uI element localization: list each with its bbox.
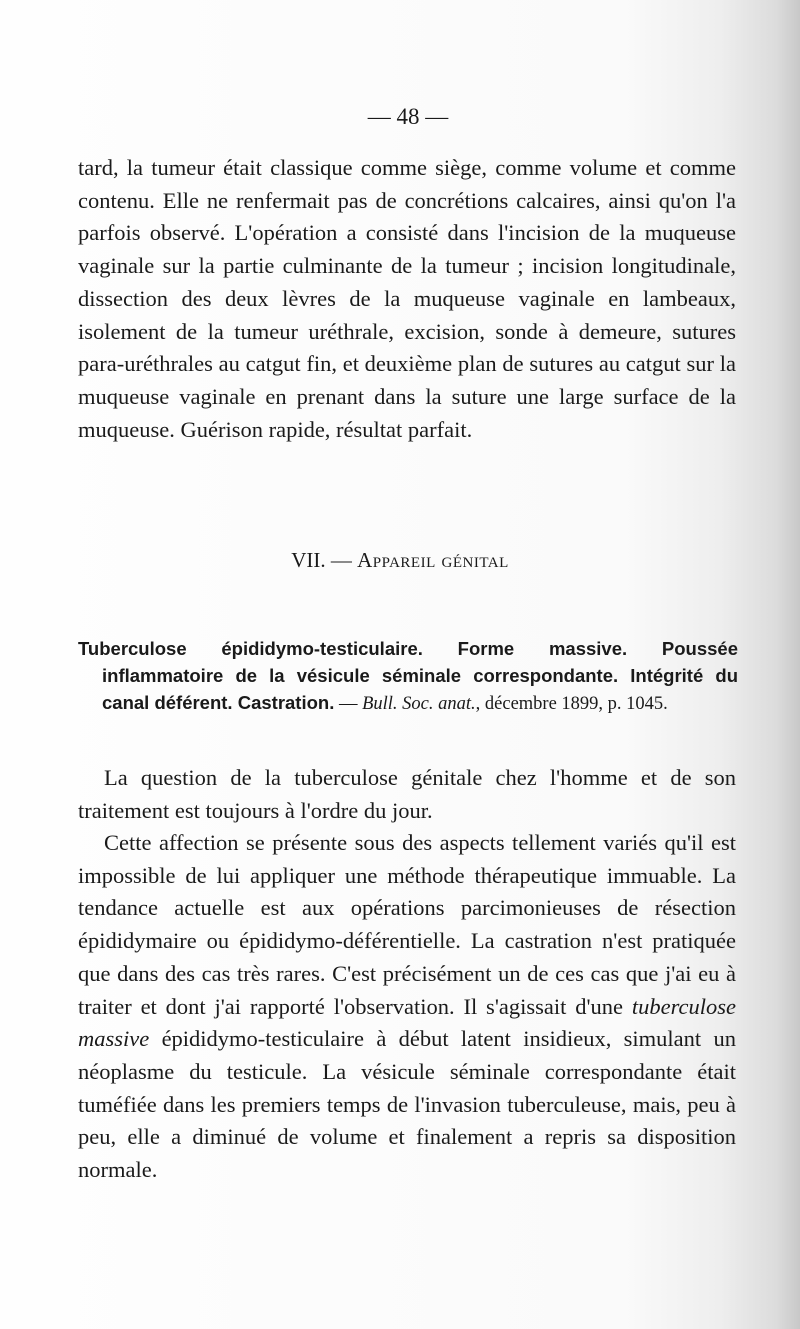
paragraph-body bbox=[78, 827, 736, 1187]
section-heading bbox=[0, 548, 800, 573]
paragraph-body-italic: tuberculose massive bbox=[78, 993, 736, 1052]
reference-dash: — bbox=[334, 694, 363, 714]
page-number: — 48 — bbox=[367, 104, 449, 129]
paragraph-body-part-b: épididymo-testiculaire à début latent insidieux, simulant un néoplasme du testicule. La vésicule séminale correspondante était tuméfiée dans les premiers temps de l'invasion tuberculeuse, mais, peu à peu, elle a diminué de volume et finalement a repris sa disposition normale. bbox=[78, 1026, 736, 1183]
paragraph-continuation: tard, la tumeur était classique comme siège, comme volume et comme contenu. Elle ne renfermait pas de concrétions calcaires, ainsi qu'on l'a parfois observé. L'opération a consisté dans l'incision de la muqueuse vaginale sur la partie culminante de la tumeur ; incision longitudinale, dissection des deux lèvres de la muqueuse vaginale en lambeaux, isolement de la tumeur uréthrale, excision, sonde à demeure, sutures para-uréthrales au catgut fin, et deuxième plan de sutures au catgut sur la muqueuse vaginale en prenant dans la suture une large surface de la muqueuse. Guérison rapide, résultat parfait. bbox=[78, 155, 736, 442]
reference-details: , décembre 1899, p. 1045. bbox=[475, 694, 668, 714]
section-dash: — bbox=[330, 548, 352, 572]
section-number: VII. bbox=[291, 548, 326, 572]
section-title: Appareil génital bbox=[357, 548, 509, 572]
reference-journal: Bull. Soc. anat. bbox=[362, 694, 476, 714]
reference-title: Tuberculose épididymo-testiculaire. Forme massive. Poussée inflammatoire de la vésicule séminale correspondante. Intégrité du canal déférent. Castration. bbox=[78, 638, 738, 713]
paragraph-intro: La question de la tuberculose génitale chez l'homme et de son traitement est toujours à l'ordre du jour. bbox=[78, 765, 736, 823]
bibliographic-reference bbox=[78, 636, 738, 717]
reference-block bbox=[78, 636, 738, 717]
paragraph-body-part-a: Cette affection se présente sous des aspects tellement variés qu'il est impossible de lui appliquer une méthode thérapeutique immuable. La tendance actuelle est aux opérations parcimonieuses de résection épididymaire ou épididymo-déférentielle. La castration n'est pratiquée que dans des cas très rares. C'est précisément un de ces cas que j'ai eu à traiter et dont j'ai rapporté l'observation. Il s'agissait d'une bbox=[78, 830, 736, 1019]
